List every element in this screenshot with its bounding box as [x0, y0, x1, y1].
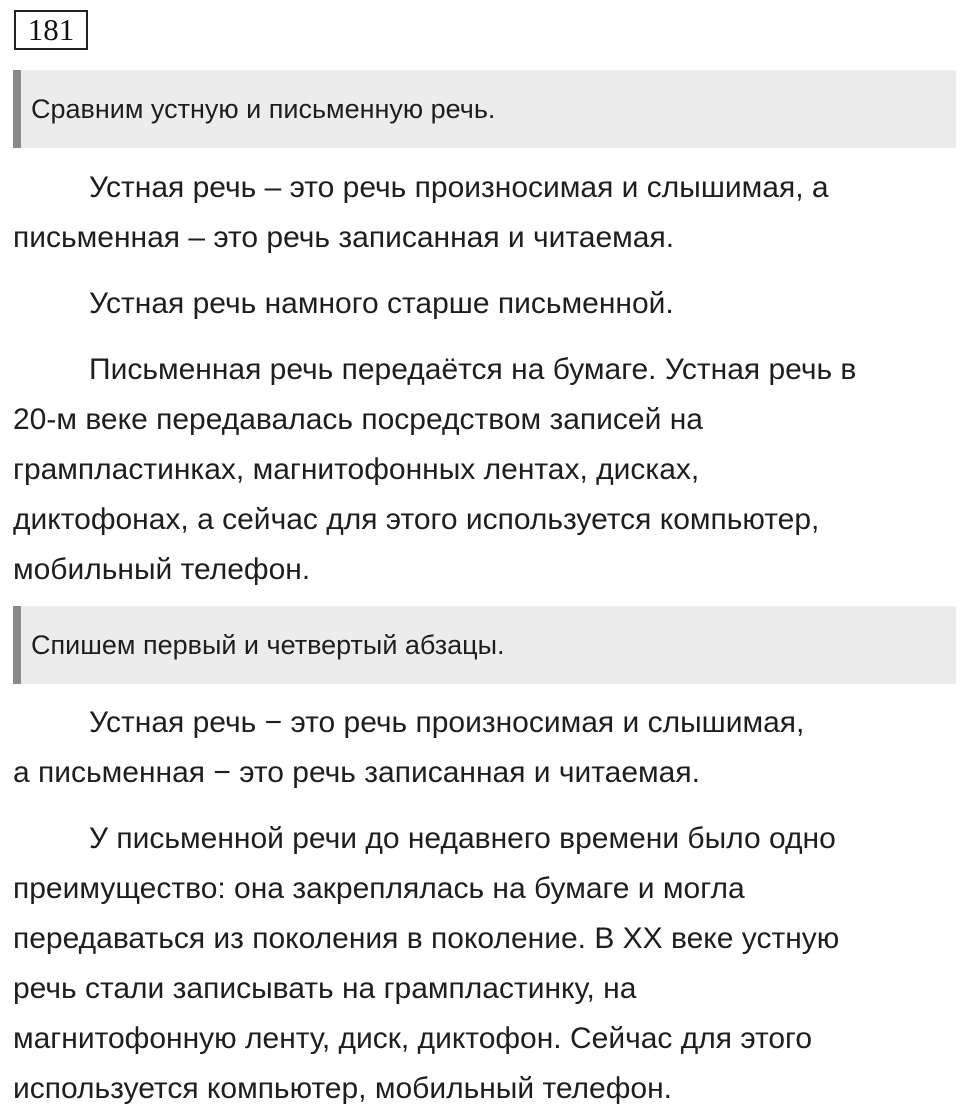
text-line: преимущество: она закреплялась на бумаге и могла: [13, 872, 745, 905]
text-line: письменная – это речь записанная и читаемая.: [13, 221, 675, 254]
text-line: передаваться из поколения в поколение. В XX веке устную: [13, 922, 840, 955]
text-line: Письменная речь передаётся на бумаге. Устная речь в: [89, 353, 857, 386]
text-line: Устная речь − это речь произносимая и слышимая,: [89, 706, 805, 739]
text-line: грампластинках, магнитофонных лентах, дисках,: [13, 453, 700, 486]
text-line: используется компьютер, мобильный телефон.: [13, 1072, 673, 1105]
section-header-compare: [13, 70, 956, 148]
section-header-text: Сравним устную и письменную речь.: [31, 93, 496, 124]
section-header-text: Спишем первый и четвертый абзацы.: [31, 629, 505, 660]
text-line: Устная речь – это речь произносимая и слышимая, а: [89, 171, 829, 204]
text-line: а письменная − это речь записанная и читаемая.: [13, 756, 700, 789]
text-line: диктофонах, а сейчас для этого используется компьютер,: [13, 503, 820, 536]
text-line: мобильный телефон.: [13, 553, 311, 586]
paragraph: [13, 345, 953, 595]
text-line: У письменной речи до недавнего времени было одно: [89, 822, 836, 855]
text-line: Устная речь намного старше письменной.: [89, 287, 674, 320]
text-line: речь стали записывать на грампластинку, на: [13, 972, 637, 1005]
text-line: магнитофонную ленту, диск, диктофон. Сейчас для этого: [13, 1022, 813, 1055]
paragraph: [13, 163, 953, 263]
paragraph: [13, 814, 953, 1114]
section-header-copy: [13, 606, 956, 684]
text-line: 20-м веке передавалась посредством записей на: [13, 403, 703, 436]
page-number: 181: [14, 10, 88, 50]
paragraph: [13, 279, 953, 329]
paragraph: [13, 698, 953, 798]
